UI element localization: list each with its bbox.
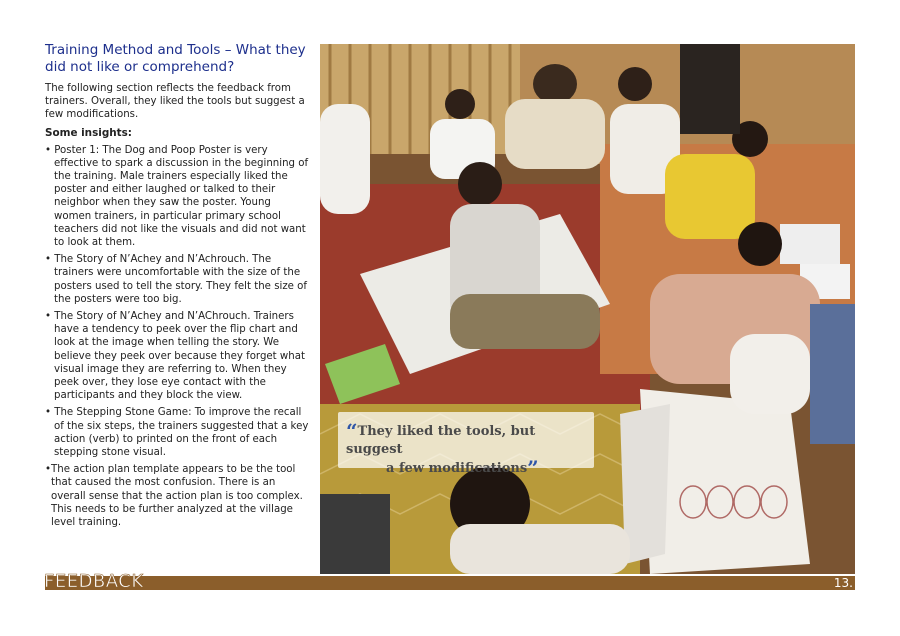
intro-paragraph: The following section reflects the feedback from trainers. Overall, they liked the tools but suggest a few modifications. xyxy=(45,83,305,121)
quote-text xyxy=(346,419,586,480)
insight-item: • The Stepping Stone Game: To improve the recall of the six steps, the trainers suggested that a key action (verb) to printed on the front of each stepping stone visual. xyxy=(45,407,309,459)
open-quote-mark: “ xyxy=(346,419,358,443)
training-session-photo xyxy=(320,44,855,574)
page-number: 13. xyxy=(833,576,853,590)
text-column xyxy=(45,42,310,533)
page-title: Training Method and Tools – What they did not like or comprehend? xyxy=(45,42,306,75)
section-label: FEEDBACK xyxy=(44,571,144,592)
footer-bar xyxy=(45,576,855,590)
close-quote-mark: ” xyxy=(527,456,539,480)
insight-item: • Poster 1: The Dog and Poop Poster is very effective to spark a discussion in the beginning of the training. Male trainers especially liked the poster and either laughed or talked to their neighbor when they saw the poster. Young women trainers, in particular primary school teachers did not like the visuals and did not want to look at them. xyxy=(45,144,309,249)
quote-line-1: They liked the tools, but suggest xyxy=(346,424,536,457)
insight-item: • The Story of N’Achey and N’Achrouch. The trainers were uncomfortable with the size of the posters used to tell the story. They felt the size of the posters were too big. xyxy=(45,254,307,305)
insight-item: • The Story of N’Achey and N’AChrouch. Trainers have a tendency to peek over the flip chart and look at the image when telling the story. We believe they peek over because they forget what visual image they are referring to. When they peek over, they lose eye contact with the participants and they block the view. xyxy=(45,311,305,402)
insight-item: •The action plan template appears to be the tool that caused the most confusion. There is an overall sense that the action plan is too complex. This needs to be further analyzed at the village level training. xyxy=(45,464,303,529)
quote-line-2: a few modifications xyxy=(386,461,528,476)
insights-heading: Some insights: xyxy=(45,126,132,139)
